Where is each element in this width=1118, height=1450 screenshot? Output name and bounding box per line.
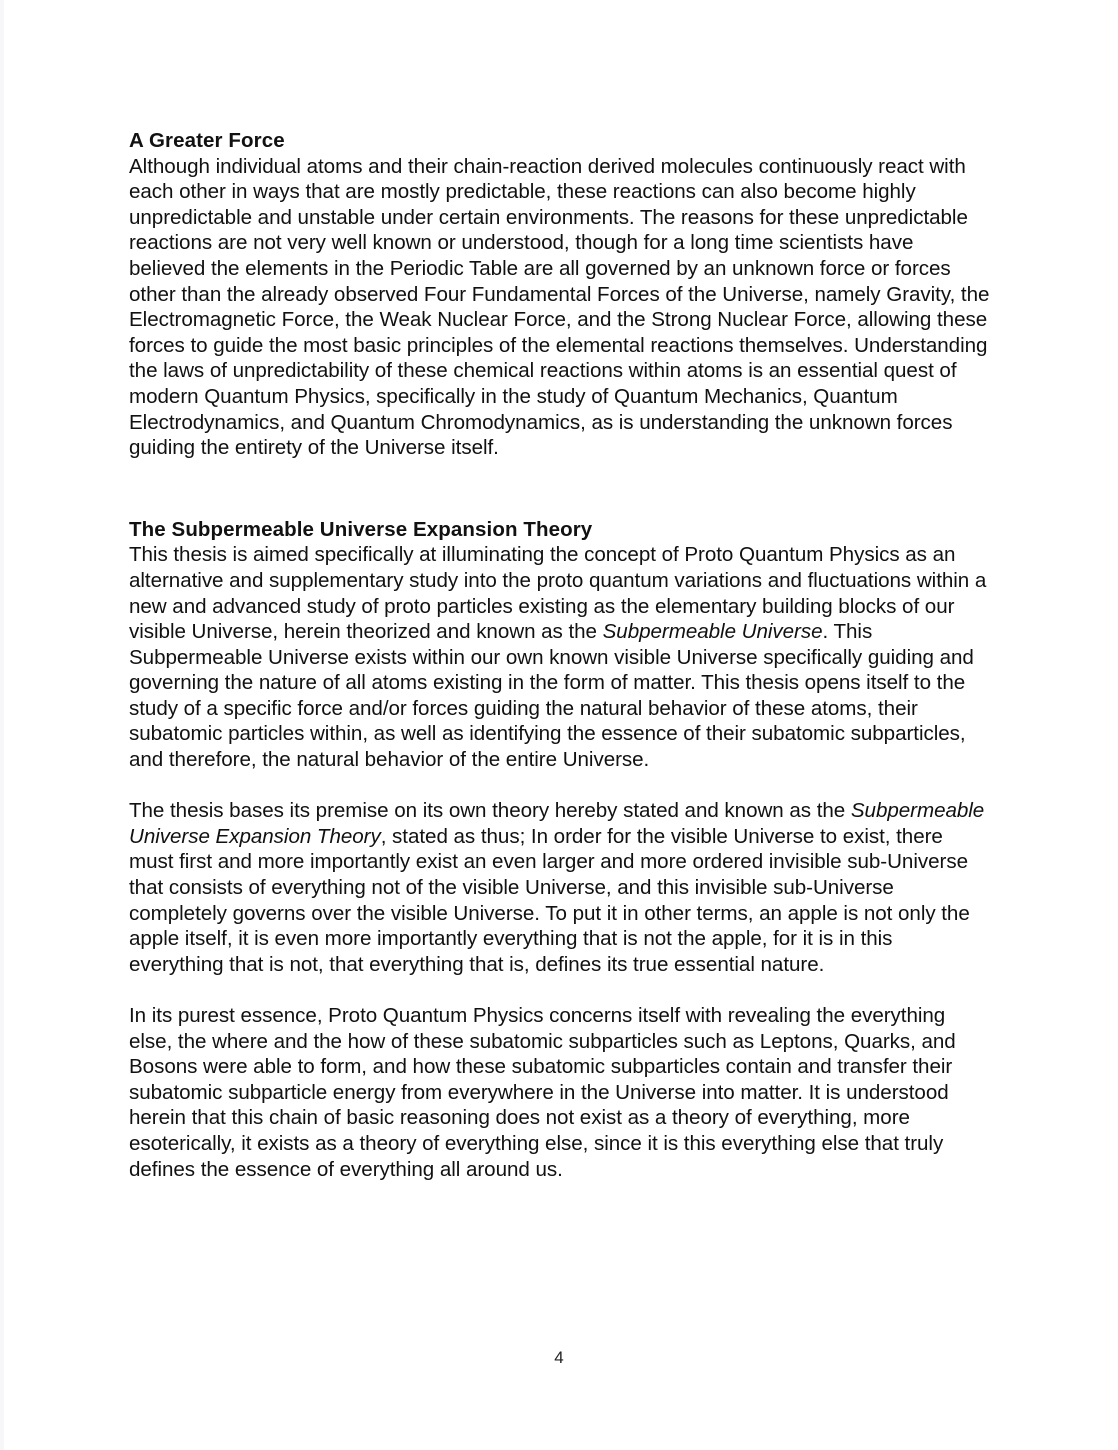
page-left-edge-shadow	[0, 0, 4, 1450]
paragraph	[129, 1003, 991, 1182]
text-run: In its purest essence, Proto Quantum Physics concerns itself with revealing the everything else, the where and the how of these subatomic subparticles such as Leptons, Quarks, and Bosons were able to form, and how these subatomic subparticles contain and transfer their subatomic subparticle energy from everywhere in the Universe into matter. It is understood herein that this chain of basic reasoning does not exist as a theory of everything, more esoterically, it exists as a theory of everything else, since it is this everything else that truly defines the essence of everything all around us.	[129, 1004, 956, 1181]
paragraph	[129, 154, 991, 461]
paragraph	[129, 542, 991, 772]
section-subpermeable-universe-expansion-theory	[129, 517, 991, 1182]
section-heading: The Subpermeable Universe Expansion Theory	[129, 517, 593, 541]
text-run: The thesis bases its premise on its own theory hereby stated and known as the	[129, 799, 851, 823]
text-run: . This Subpermeable Universe exists within our own known visible Universe specifically guiding and governing the nature of all atoms existing in the form of matter. This thesis opens itself to the study of a specific force and/or forces guiding the natural behavior of these atoms, their subatomic particles within, as well as identifying the essence of their subatomic subparticles, and therefore, the natural behavior of the entire Universe.	[129, 620, 974, 772]
text-run: This thesis is aimed specifically at illuminating the concept of Proto Quantum Physics as an alternative and supplementary study into the proto quantum variations and fluctuations within a new and advanced study of proto particles existing as the elementary building blocks of our visible Universe, herein theorized and known as the	[129, 543, 987, 644]
page-number: 4	[554, 1348, 564, 1367]
paragraph	[129, 798, 991, 977]
section-spacer	[129, 461, 991, 517]
italic-term: Subpermeable Universe	[602, 620, 823, 644]
text-run: , stated as thus; In order for the visible Universe to exist, there must first and more importantly exist an even larger and more ordered invisible sub-Universe that consists of everything not of the visible Universe, and this invisible sub-Universe completely governs over the visible Universe. To put it in other terms, an apple is not only the apple itself, it is even more importantly everything that is not the apple, for it is in this everything that is not, that everything that is, defines its true essential nature.	[129, 824, 970, 976]
italic-term: Subpermeable Universe Expansion Theory	[129, 799, 985, 848]
section-heading: A Greater Force	[129, 129, 285, 152]
text-run: Although individual atoms and their chain-reaction derived molecules continuously react with each other in ways that are mostly predictable, these reactions can also become highly unpredictable and unstable under certain environments. The reasons for these unpredictable reactions are not very well known or understood, though for a long time scientists have believed the elements in the Periodic Table are all governed by an unknown force or forces other than the already observed Four Fundamental Forces of the Universe, namely Gravity, the Electromagnetic Force, the Weak Nuclear Force, and the Strong Nuclear Force, allowing these forces to guide the most basic principles of the elemental reactions themselves. Understanding the laws of unpredictability of these chemical reactions within atoms is an essential quest of modern Quantum Physics, specifically in the study of Quantum Mechanics, Quantum Electrodynamics, and Quantum Chromodynamics, as is understanding the unknown forces guiding the entirety of the Universe itself.	[129, 154, 990, 460]
document-body	[129, 128, 991, 1182]
section-a-greater-force	[129, 128, 991, 461]
